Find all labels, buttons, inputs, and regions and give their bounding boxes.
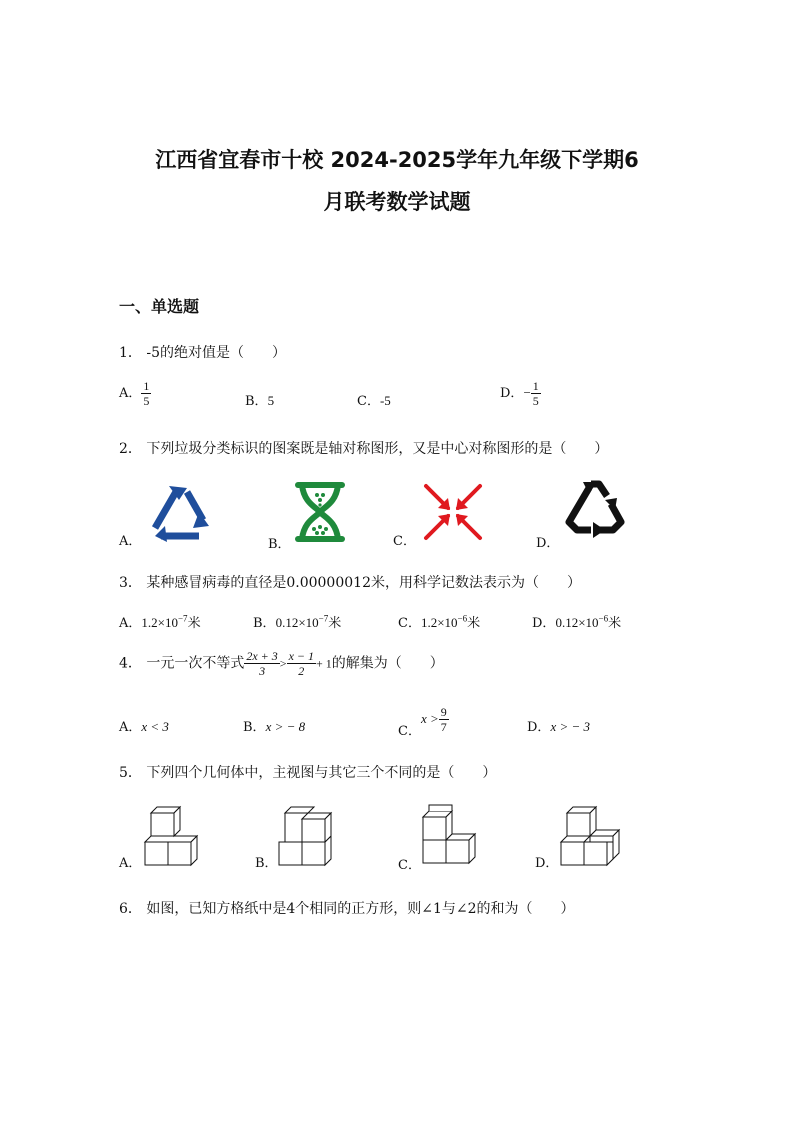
inward-arrows-icon xyxy=(422,482,484,542)
fraction-denominator: 5 xyxy=(143,394,150,408)
greater-than-sign: > xyxy=(279,656,287,671)
fraction-denominator: 5 xyxy=(532,394,539,408)
fraction xyxy=(141,380,151,407)
question-4-option-a xyxy=(119,716,169,735)
option-label: B． xyxy=(243,720,266,735)
option-value: 5 xyxy=(267,393,275,408)
question-5-option-b-label: B． xyxy=(255,856,278,871)
unit: 米 xyxy=(187,616,201,631)
question-3-option-b xyxy=(253,612,341,631)
page-title-line-1: 江西省宜春市十校 2024-2025学年九年级下学期6 xyxy=(155,148,639,172)
option-label: A． xyxy=(119,386,142,401)
option-value: x > − 8 xyxy=(265,719,306,734)
exponent: −6 xyxy=(598,613,609,624)
question-3-option-c xyxy=(398,612,480,631)
cube-solid-d-icon xyxy=(556,802,626,868)
exponent: −7 xyxy=(177,613,188,624)
question-4-option-c xyxy=(398,705,449,739)
question-1-stem: 1． -5的绝对值是（ ） xyxy=(119,345,286,361)
fraction-numerator: 1 xyxy=(143,379,150,393)
option-label: C． xyxy=(398,616,421,631)
option-label: C． xyxy=(357,394,380,409)
minus-sign: − xyxy=(523,385,531,400)
exponent: −6 xyxy=(457,613,468,624)
question-4-option-b xyxy=(243,716,305,735)
unit: 米 xyxy=(467,616,481,631)
question-3-option-a xyxy=(119,612,201,631)
recycle-black-icon xyxy=(563,478,627,538)
fraction-numerator: 2x + 3 xyxy=(246,649,278,663)
question-4-stem xyxy=(119,650,444,677)
unit: 米 xyxy=(608,616,622,631)
question-2-option-b-label: B． xyxy=(268,537,291,552)
plus-one: + 1 xyxy=(316,656,332,671)
question-2-option-a-label: A． xyxy=(119,534,142,549)
unit: 米 xyxy=(328,616,342,631)
question-4-option-d xyxy=(527,716,590,735)
question-3-stem: 3． 某种感冒病毒的直径是0.00000012米，用科学记数法表示为（ ） xyxy=(119,575,581,591)
stem-suffix: 的解集为（ ） xyxy=(331,655,444,672)
base: 0.12×10 xyxy=(555,615,599,630)
base: 1.2×10 xyxy=(141,615,178,630)
option-label: A． xyxy=(119,616,142,631)
question-2-option-c-label: C． xyxy=(393,534,416,549)
question-5-option-a-label: A． xyxy=(119,856,142,871)
question-6-stem: 6． 如图，已知方格纸中是4个相同的正方形，则∠1与∠2的和为（ ） xyxy=(119,901,575,917)
base: 0.12×10 xyxy=(275,615,319,630)
option-value: x > − 3 xyxy=(550,719,591,734)
option-label: D． xyxy=(500,386,524,401)
fraction-right xyxy=(287,650,316,677)
option-value: x > xyxy=(420,711,439,726)
option-label: B． xyxy=(253,616,276,631)
option-label: B． xyxy=(245,394,268,409)
option-label: D． xyxy=(532,616,556,631)
page-title-line-2: 月联考数学试题 xyxy=(323,190,471,214)
question-1-option-b xyxy=(245,390,274,409)
exponent: −7 xyxy=(318,613,329,624)
question-5-option-d-label: D． xyxy=(535,856,559,871)
question-1-option-c xyxy=(357,390,391,409)
recycle-triangle-icon xyxy=(147,482,215,542)
fraction-denominator: 3 xyxy=(259,664,266,678)
question-1-option-d xyxy=(500,380,541,407)
fraction-numerator: 9 xyxy=(440,705,447,719)
question-5-option-c-label: C． xyxy=(398,858,421,873)
base: 1.2×10 xyxy=(420,615,458,630)
fraction-numerator: x − 1 xyxy=(288,649,315,663)
option-label: D． xyxy=(527,720,551,735)
question-1-option-a xyxy=(119,380,151,407)
fraction xyxy=(531,380,541,407)
question-3-option-d xyxy=(532,612,621,631)
stem-prefix: 4． 一元一次不等式 xyxy=(119,655,245,672)
option-label: C． xyxy=(398,724,421,739)
cube-solid-b-icon xyxy=(274,802,340,868)
option-value: x < 3 xyxy=(141,719,169,734)
cube-solid-a-icon xyxy=(140,802,206,868)
question-2-option-d-label: D． xyxy=(536,536,560,551)
section-heading: 一、单选题 xyxy=(119,297,200,316)
fraction-numerator: 1 xyxy=(532,379,539,393)
fraction xyxy=(439,706,449,733)
fraction-denominator: 2 xyxy=(298,664,305,678)
hourglass-icon xyxy=(294,481,346,543)
option-value: -5 xyxy=(379,393,391,408)
cube-solid-c-icon xyxy=(418,800,484,868)
question-2-stem: 2． 下列垃圾分类标识的图案既是轴对称图形，又是中心对称图形的是（ ） xyxy=(119,441,609,457)
fraction-left xyxy=(244,650,279,677)
question-5-stem: 5． 下列四个几何体中，主视图与其它三个不同的是（ ） xyxy=(119,765,497,781)
option-label: A． xyxy=(119,720,142,735)
fraction-denominator: 7 xyxy=(440,720,447,734)
